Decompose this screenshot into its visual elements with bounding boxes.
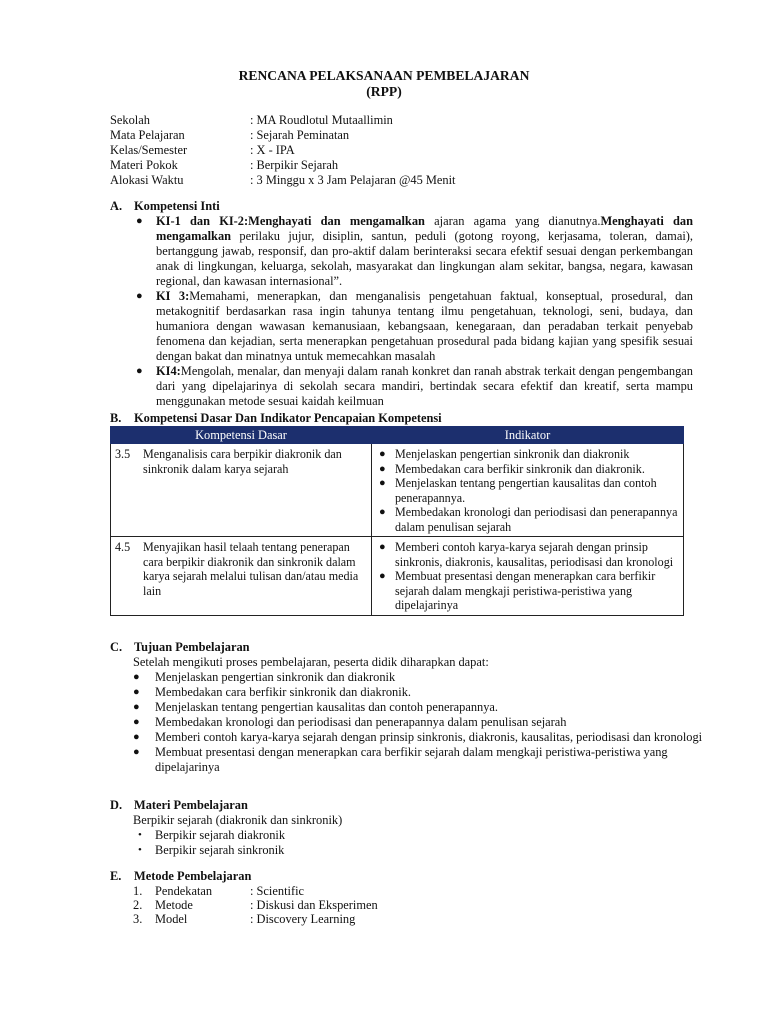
identity-value: : X - IPA	[250, 143, 295, 157]
indicator-text: Memberi contoh karya-karya sejarah dengan prinsip sinkronis, diakronis, kausalitas, periodisasi dan kronologi	[395, 540, 674, 569]
kd-cell	[111, 537, 372, 616]
method-value: : Scientific	[250, 884, 305, 898]
document-title: RENCANA PELAKSANAAN PEMBELAJARAN	[238, 68, 530, 83]
document-subtitle: (RPP)	[366, 84, 402, 99]
section-intro: Berpikir sejarah (diakronik dan sinkronik)	[133, 813, 343, 827]
ki-label: KI4:	[156, 364, 181, 378]
section-kompetensi-inti	[110, 199, 695, 409]
table-header-row	[111, 427, 684, 444]
section-intro: Setelah mengikuti proses pembelajaran, peserta didik diharapkan dapat:	[133, 655, 489, 669]
identity-label: Mata Pelajaran	[110, 128, 185, 142]
method-row	[133, 884, 695, 898]
kd-text: Menyajikan hasil telaah tentang penerapan cara berpikir diakronik dan sinkronik dalam karya sejarah melalui tulisan dan/atau media lain	[143, 540, 359, 598]
indicator-item	[376, 540, 679, 569]
bullet-icon: ●	[133, 686, 140, 698]
section-title: Materi Pembelajaran	[134, 798, 248, 812]
list-item-text: Menjelaskan pengertian sinkronik dan diakronik	[155, 670, 396, 684]
method-label: Pendekatan	[155, 884, 213, 898]
column-header-indicator: Indikator	[372, 427, 684, 444]
list-item	[136, 364, 693, 409]
identity-value: : MA Roudlotul Mutaallimin	[250, 113, 393, 127]
identity-row	[110, 143, 670, 158]
identity-row	[110, 173, 670, 188]
bullet-icon: ●	[379, 541, 386, 553]
bullet-icon: ●	[379, 462, 386, 475]
section-heading	[110, 869, 695, 884]
section-heading	[110, 199, 695, 214]
identity-label: Kelas/Semester	[110, 143, 188, 157]
section-heading	[110, 411, 695, 426]
indicator-item	[376, 476, 679, 505]
identity-value: : Sejarah Peminatan	[250, 128, 350, 142]
list-item	[133, 685, 704, 700]
section-letter: E.	[110, 869, 122, 883]
section-letter: B.	[110, 411, 122, 425]
indicator-text: Menjelaskan pengertian sinkronik dan diakronik	[395, 447, 630, 461]
ki-text: Mengolah, menalar, dan menyaji dalam ranah konkret dan ranah abstrak terkait dengan pengembangan dari yang dipelajarinya di sekolah secara mandiri, bertindak secara efektif dan kreatif, serta mampu menggunakan metode sesuai kaidah keilmuan	[156, 364, 693, 408]
section-title: Kompetensi Dasar Dan Indikator Pencapaian Kompetensi	[134, 411, 442, 425]
section-tujuan-pembelajaran	[110, 640, 703, 775]
indicator-cell	[372, 537, 684, 616]
list-item-text: Membuat presentasi dengan menerapkan cara berfikir sejarah dalam mengkaji peristiwa-peristiwa yang dipelajarinya	[155, 745, 668, 774]
identity-label: Materi Pokok	[110, 158, 178, 172]
bullet-icon: •	[138, 829, 142, 841]
ki-label: KI-1 dan KI-2:Menghayati dan mengamalkan	[156, 214, 425, 228]
identity-label: Alokasi Waktu	[110, 173, 184, 187]
method-row	[133, 898, 695, 912]
list-item	[133, 715, 704, 730]
list-item-text: Berpikir sejarah diakronik	[155, 828, 286, 842]
indicator-item	[376, 505, 679, 534]
section-title: Metode Pembelajaran	[134, 869, 252, 883]
list-item	[136, 214, 693, 289]
bullet-icon: ●	[133, 746, 140, 758]
kd-indicator-table	[110, 426, 684, 616]
indicator-text: Membedakan kronologi dan periodisasi dan penerapannya dalam penulisan sejarah	[395, 505, 678, 534]
identity-value: : Berpikir Sejarah	[250, 158, 339, 172]
method-value: : Diskusi dan Eksperimen	[250, 898, 378, 912]
list-item	[133, 700, 704, 715]
bullet-icon: •	[138, 844, 142, 856]
bullet-icon: ●	[136, 365, 143, 377]
bullet-icon: ●	[379, 448, 386, 460]
list-item-text: Membedakan cara berfikir sinkronik dan diakronik.	[155, 685, 411, 699]
table-row	[111, 537, 684, 616]
bullet-icon: ●	[136, 290, 143, 302]
method-label: Metode	[155, 898, 193, 912]
list-item-text: Membedakan kronologi dan periodisasi dan penerapannya dalam penulisan sejarah	[155, 715, 567, 729]
method-number: 1.	[133, 884, 143, 898]
section-metode-pembelajaran	[110, 869, 695, 926]
list-item-text: Menjelaskan tentang pengertian kausalitas dan contoh penerapannya.	[155, 700, 499, 714]
section-letter: C.	[110, 640, 123, 654]
bullet-icon: ●	[133, 701, 140, 713]
identity-label: Sekolah	[110, 113, 150, 127]
section-materi-pembelajaran	[110, 798, 695, 858]
identity-row	[110, 158, 670, 173]
ki-list	[136, 214, 695, 409]
section-letter: A.	[110, 199, 123, 213]
objective-list	[133, 670, 703, 775]
ki-emphasis: Menghayati dan mengamalkan	[156, 214, 693, 243]
kd-cell	[111, 444, 372, 537]
bullet-icon: ●	[379, 477, 386, 489]
bullet-icon: ●	[133, 731, 140, 743]
list-item-text: Berpikir sejarah sinkronik	[155, 843, 285, 857]
indicator-cell	[372, 444, 684, 537]
kd-number: 3.5	[115, 447, 131, 461]
list-item-text: Memberi contoh karya-karya sejarah dengan prinsip sinkronis, diakronis, kausalitas, periodisasi dan kronologi	[155, 730, 703, 744]
section-heading	[110, 798, 695, 813]
list-item	[133, 828, 695, 843]
materi-list	[133, 828, 695, 858]
identity-row	[110, 128, 670, 143]
bullet-icon: ●	[133, 716, 140, 728]
indicator-item	[376, 569, 679, 613]
identity-row	[110, 113, 670, 128]
section-letter: D.	[110, 798, 123, 812]
indicator-text: Membuat presentasi dengan menerapkan cara berfikir sejarah dalam mengkaji peristiwa-peristiwa yang dipelajarinya	[395, 569, 656, 612]
kd-number: 4.5	[115, 540, 131, 554]
indicator-item	[376, 447, 679, 462]
section-title: Kompetensi Inti	[134, 199, 220, 213]
method-number: 2.	[133, 898, 143, 912]
list-item	[136, 289, 693, 364]
column-header-kd: Kompetensi Dasar	[111, 427, 372, 444]
ki-label: KI 3:	[156, 289, 190, 303]
kd-text: Menganalisis cara berpikir diakronik dan sinkronik dalam karya sejarah	[143, 447, 342, 476]
list-item	[133, 670, 704, 685]
indicator-text: Membedakan cara berfikir sinkronik dan diakronik.	[395, 461, 645, 476]
indicator-text: Menjelaskan tentang pengertian kausalitas dan contoh penerapannya.	[395, 476, 657, 505]
identity-value: : 3 Minggu x 3 Jam Pelajaran @45 Menit	[250, 173, 456, 187]
bullet-icon: ●	[379, 570, 386, 582]
method-row	[133, 912, 695, 926]
section-title: Tujuan Pembelajaran	[134, 640, 250, 654]
bullet-icon: ●	[133, 671, 140, 683]
section-kompetensi-dasar	[110, 411, 695, 426]
method-label: Model	[155, 912, 188, 926]
bullet-icon: ●	[379, 506, 386, 518]
bullet-icon: ●	[136, 215, 143, 227]
method-number: 3.	[133, 912, 143, 926]
table-row	[111, 444, 684, 537]
list-item	[133, 745, 704, 775]
ki-text: Memahami, menerapkan, dan menganalisis pengetahuan faktual, konseptual, prosedural, dan metakognitif berdasarkan rasa ingin tahunya tentang ilmu pengetahuan, teknologi, seni, budaya, dan humaniora dengan wawasan kemanusiaan, kebangsaan, kenegaraan, dan peradaban terkait penyebab fenomena dan kejadian, serta menerapkan pengetahuan prosedural pada bidang kajian yang spesifik sesuai dengan bakat dan minatnya untuk memecahkan masalah	[156, 289, 693, 363]
ki-text: ajaran agama yang dianutnya.	[424, 214, 601, 228]
list-item	[133, 730, 704, 745]
identity-block	[110, 113, 670, 188]
section-heading	[110, 640, 695, 655]
indicator-item	[376, 462, 679, 477]
list-item	[133, 843, 695, 858]
ki-text: perilaku jujur, disiplin, santun, peduli (gotong royong, kerjasama, toleran, damai), bertanggung jawab, responsif, dan pro-aktif dalam berinteraksi secara efektif sesuai dengan perkembangan anak di lingkungan, keluarga, sekolah, masyarakat dan lingkungan alam sekitar, bangsa, negara, kawasan regional, dan kawasan internasional”.	[156, 229, 693, 288]
method-value: : Discovery Learning	[250, 912, 356, 926]
